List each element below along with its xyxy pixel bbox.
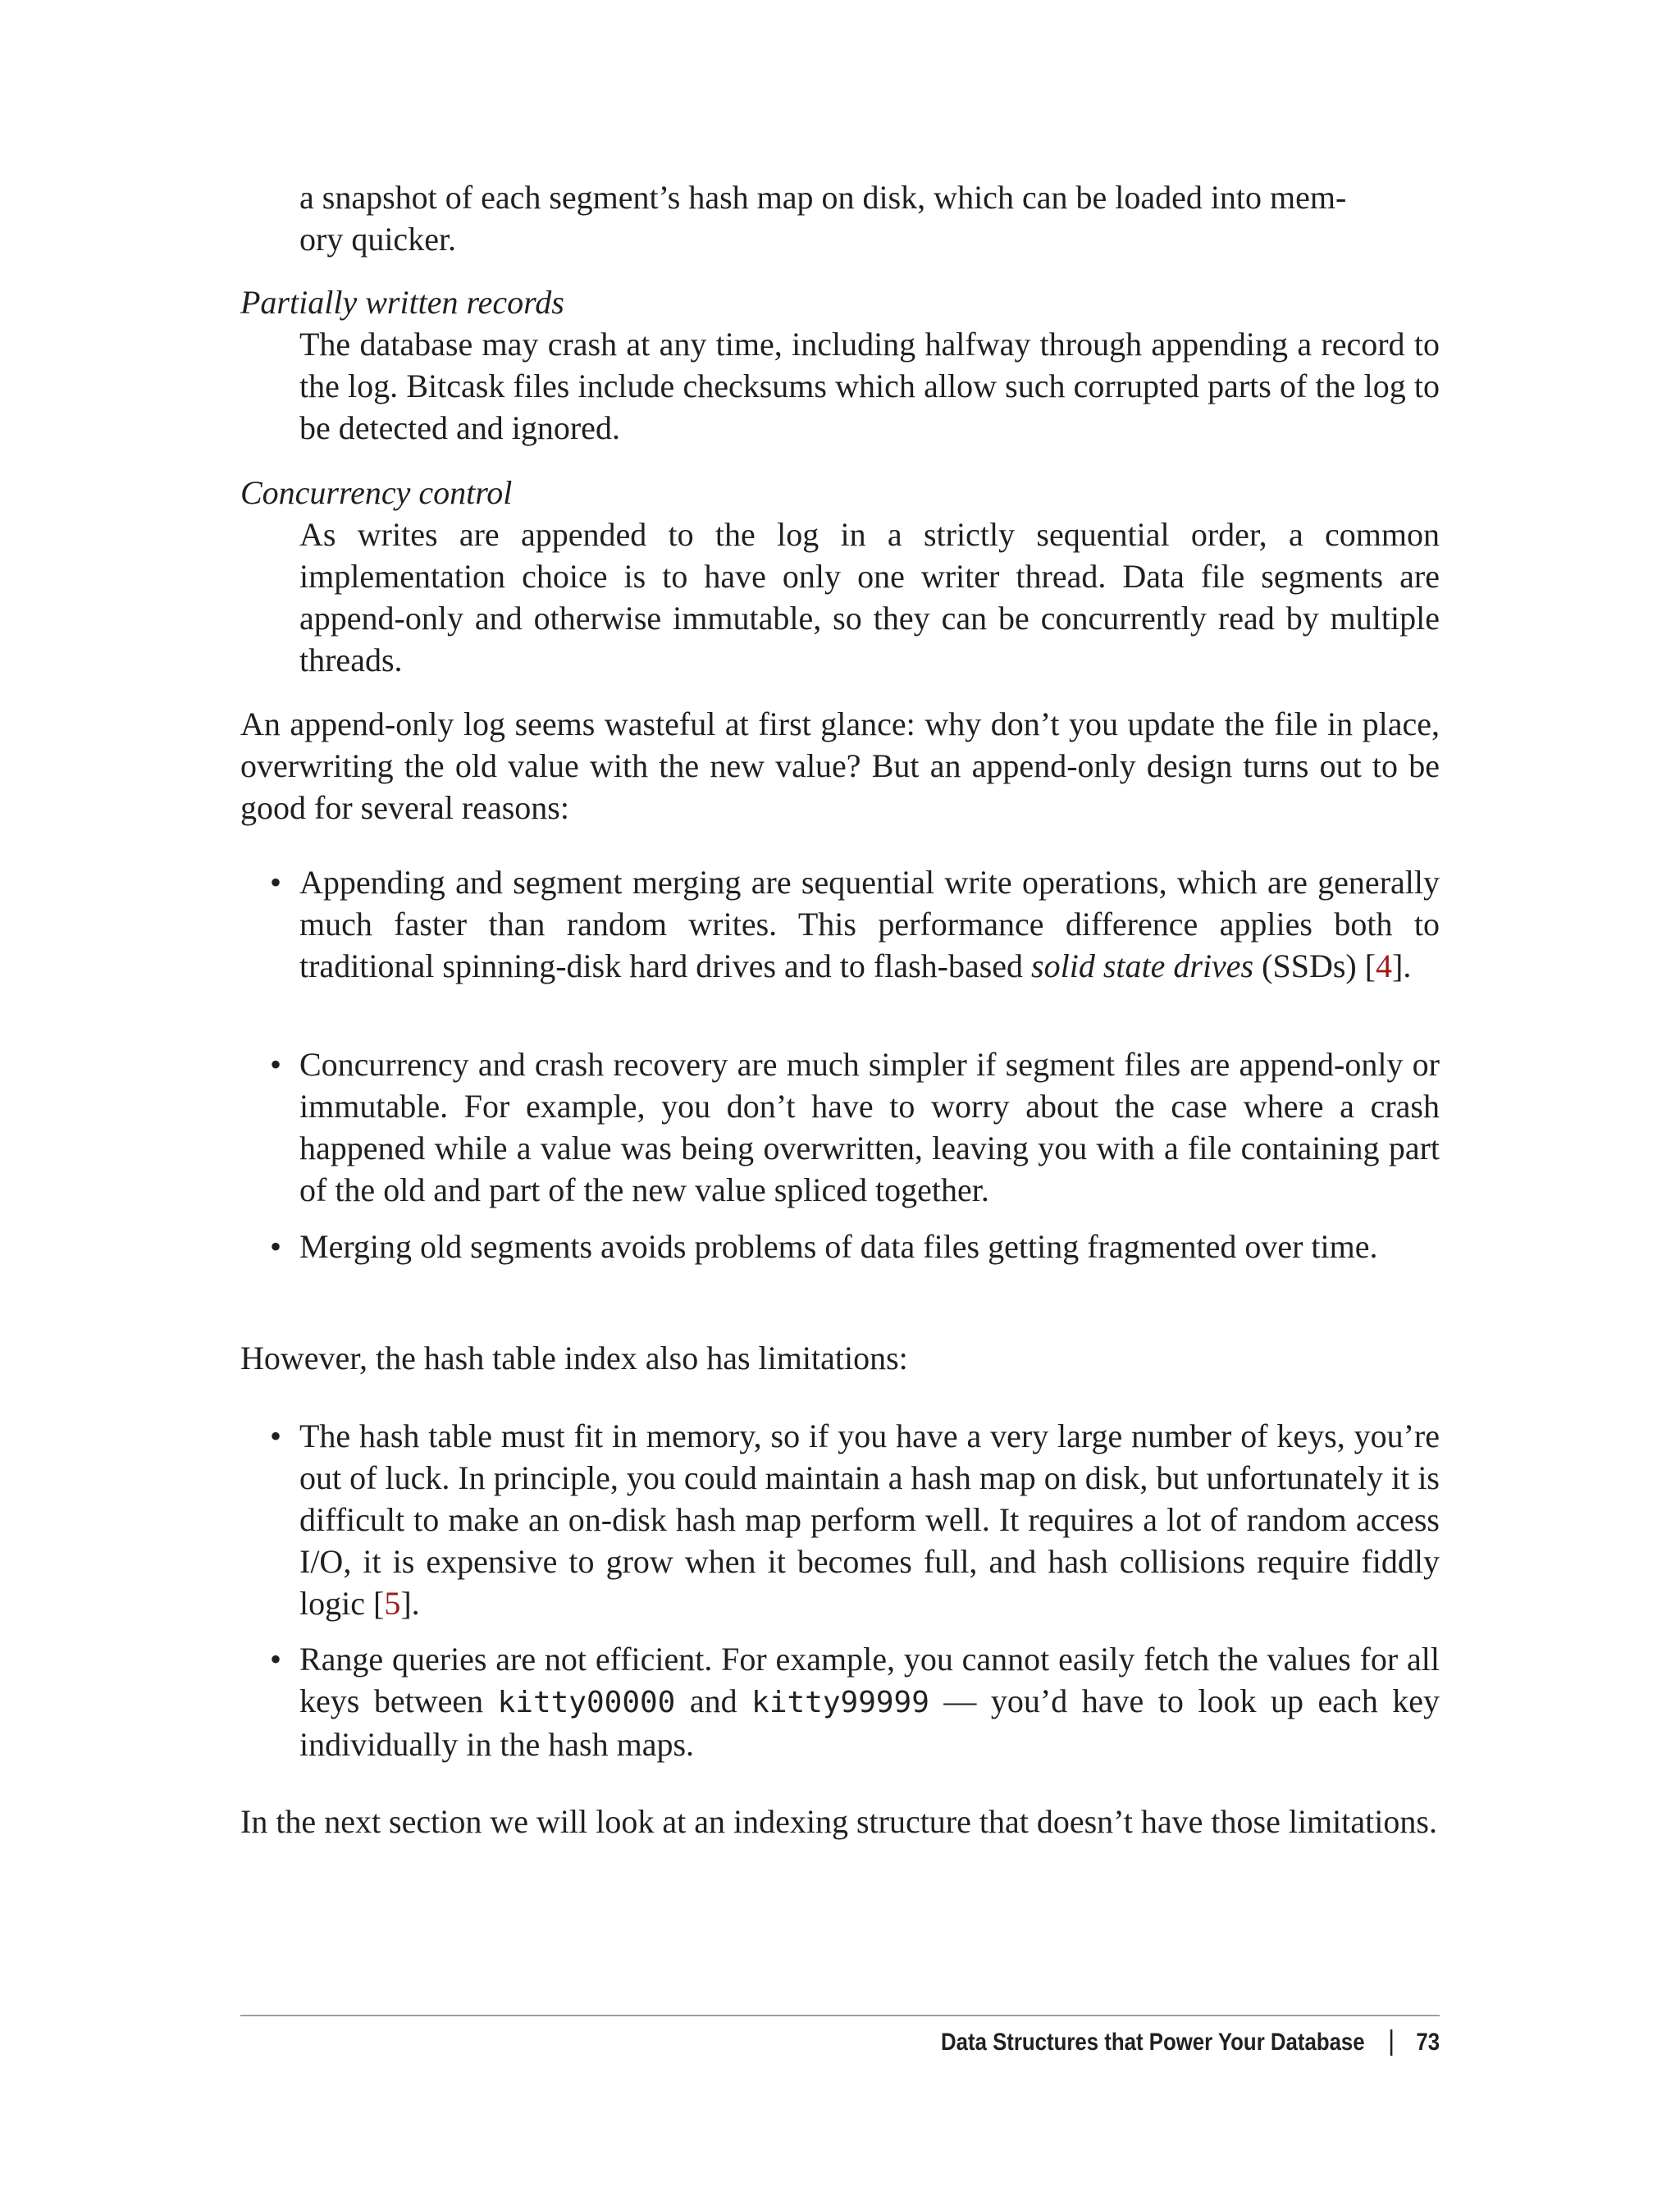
- page-number: 73: [1416, 2029, 1440, 2056]
- limitations-list: [240, 1415, 1440, 1765]
- definition-term: Partially written records: [240, 284, 564, 321]
- bullet-icon: •: [270, 864, 282, 901]
- footer-divider: [240, 2015, 1440, 2016]
- citation-link-5[interactable]: 5: [384, 1585, 401, 1622]
- paragraph-limitations-intro: However, the hash table index also has limitations:: [240, 1340, 908, 1376]
- bullet-icon: •: [270, 1418, 282, 1454]
- reasons-list: [240, 861, 1440, 1267]
- bullet-icon: •: [270, 1228, 282, 1265]
- definition-concurrency-control: [240, 472, 1440, 681]
- definition-body: As writes are appended to the log in a strictly sequential order, a common implementation choice is to have only one writer thread. Data file segments are append-only and otherwise immutable, so they can be concurrently read by multiple threads.: [299, 516, 1440, 678]
- citation-link-4[interactable]: 4: [1376, 947, 1393, 984]
- running-section-title: Data Structures that Power Your Database: [940, 2029, 1365, 2056]
- bullet-icon: •: [270, 1046, 282, 1083]
- paragraph-next-section: In the next section we will look at an indexing structure that doesn’t have those limitations.: [240, 1803, 1437, 1840]
- definition-term: Concurrency control: [240, 474, 513, 511]
- code-kitty00000: kitty00000: [497, 1686, 676, 1719]
- continuation-paragraph: [299, 176, 1440, 260]
- definition-body: The database may crash at any time, including halfway through appending a record to the log. Bitcask files include checksums which allow such corrupted parts of the log to be detected and ignored.: [299, 326, 1440, 446]
- definition-partially-written: [240, 281, 1440, 449]
- footer-separator: [1390, 2029, 1392, 2056]
- emphasis-ssd: solid state drives: [1031, 947, 1254, 984]
- list-item: • Merging old segments avoids problems of data files getting fragmented over time.: [299, 1226, 1440, 1267]
- bullet-icon: •: [270, 1641, 282, 1678]
- page-body: [240, 0, 1440, 2205]
- list-item: • Concurrency and crash recovery are much simpler if segment files are append-only or immutable. For example, you don’t have to worry about the case where a crash happened while a value was being overwritten, leaving you with a file containing part of the old and part of the new value spliced together.: [299, 1043, 1440, 1212]
- list-item: • Appending and segment merging are sequential write operations, which are generally much faster than random writes. This performance difference applies both to traditional spinning-disk hard drives and to flash-based solid state drives (SSDs) [4].: [299, 861, 1440, 1030]
- continuation-line-1: a snapshot of each segment’s hash map on disk, which can be loaded into mem-: [299, 179, 1347, 216]
- paragraph-append-only: An append-only log seems wasteful at first glance: why don’t you update the file in place, overwriting the old value with the new value? But an append-only design turns out to be good for several reasons:: [240, 705, 1440, 826]
- continuation-line-2: ory quicker.: [299, 221, 457, 258]
- page-footer: [941, 2026, 1440, 2059]
- list-item: • Range queries are not efficient. For example, you cannot easily fetch the values for all keys between kitty00000 and kitty99999 — you’d have to look up each key individually in the hash maps.: [299, 1638, 1440, 1765]
- code-kitty99999: kitty99999: [751, 1686, 929, 1719]
- list-item: • The hash table must fit in memory, so if you have a very large number of keys, you’re out of luck. In principle, you could maintain a hash map on disk, but unfortunately it is difficult to make an on-disk hash map perform well. It requires a lot of random access I/O, it is expensive to grow when it becomes full, and hash collisions require fiddly logic [5].: [299, 1415, 1440, 1626]
